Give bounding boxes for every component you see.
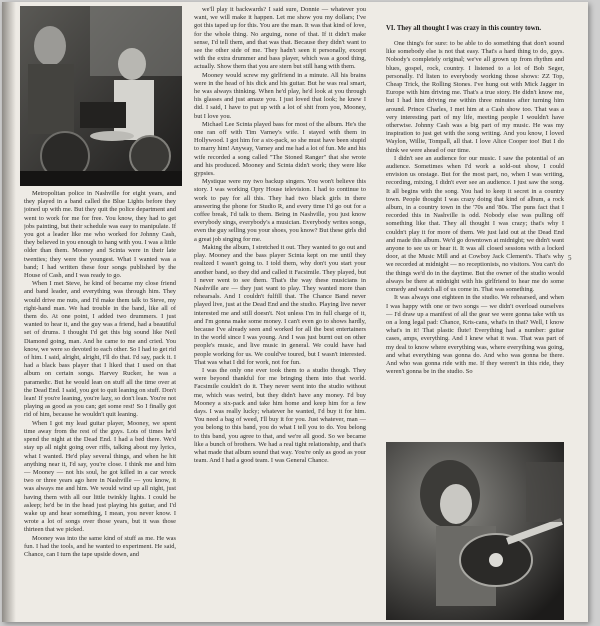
col1-paragraph: Metropolitan police in Nashville for eight years, and they played in a band called the Blue Lights before they joined up with me. But they quit the police department and went to work for me for free. You know, they had to get jobs painting, but their schedule was easy to manipulate. If you got a leader like me who worked for Johnny Cash, they believed in you enough to hang with you. I was a little older than them. Mooney and Scinta were in their late twenties; they were the youngest. What I wanted was a band; I had written these four songs published by the House of Cash, and I was ready to go.: [24, 190, 176, 280]
text-column-1: [24, 190, 176, 618]
guitarist-photo: [386, 442, 564, 620]
col3-paragraph: One thing's for sure: to be able to do something that don't sound like somebody else is not that easy. That's a hard thing to do, guys. Nobody's completely original; we've all grown up from rhythm and blues, gospel, rock, country. I listened to a lot of Bob Seger, personally. I'd listen to everybody working those shows: ZZ Top, Cheap Trick, the Rolling Stones. I've hung out with Mick Jagger in Europe with him driving me. That's a true story. He didn't know me, but I had him driving me within three minutes after turning him around. Prince Charles, I met him at a Cash show too. That was a very interesting part of my life, meeting people I wouldn't have otherwise. Johnny Cash was a big part of my music. He was my inspiration to just get with the song writing. And you know, I loved Waylon, Willie, Tompall, all that. I love Alice Cooper too! But I do think we were ahead of our time.: [386, 40, 564, 154]
section-heading: VI. They all thought I was crazy in this country town.: [386, 25, 542, 32]
text-column-3: [386, 40, 564, 440]
col3-paragraph: It was always one eighteen in the studio. We rehearsed, and when I was happy with one or two songs — we didn't overload ourselves — I'd draw up a manifest of all the gear we were gonna take with us on a long legal pad: Chance, Kris-cans, what's in that? Well, I know what's in it! That plastic flute! Everything had a number: guitar cases, amps, everything. And I knew what it was. That was part of my deal to know where everything was, where everything was going, and what everything was gonna do. And who was gonna be there. And who was gonna ride with me. If they weren't in this ride, they weren't gonna be in the studio. So: [386, 294, 564, 376]
book-page: [2, 2, 588, 622]
band-photo-left: [20, 6, 182, 186]
col2-paragraph: Mystique were my two backup singers. You won't believe this story. I was working Opry House television. I had to continue to work to pay for all this. They had two black girls in there answering the phone for Studio R, and every time I'd go out for a coffee break, I'd talk to them. Being in Nashville, you just know everybody sings, everybody's a musician. Everybody writes songs, even the guy selling you your shoes, you know? But these girls did a great job singing for me.: [194, 178, 366, 243]
col2-paragraph: we'll play it backwards? I said sure, Donnie — whatever you want, we will make it happen. Let me show you my dollars; I've got this taped up for this. You are the man. It was that kind of love, for the whole thing. No arguing, none of that. If it didn't make sense, I'd tell them, and that was that. Because they didn't want to see the other side of me. They hadn't seen it personally, except with the extra drummer and bass player, which was a good thing, actually. Show them that you are stern but still hang with them.: [194, 6, 366, 71]
col2-paragraph: I was the only one ever took them to a studio though. They were beyond thankful for me bringing them into that world. Facsimile couldn't do it. They never went into the studio without me, which was weird, but they didn't have any money. I'd buy Mooney a six-pack and take him home and keep him for a few days. I was really lucky; whatever he wanted, I'd buy it for him. You need a bag of weed, I'll buy it for you. Just whatever, man — you belong to this band, you do what I tell you to do. You belong to this band, you agree to that, and we're all good. So we became like a bunch of brothers. We had a real tight relationship, and that's what made that album sound that way. You're only as good as your team. And I had a good team. I was General Chance.: [194, 366, 366, 465]
col2-paragraph: Michael Lee Scinta played bass for most of the album. He's the one ran off with Tim Varney's wife. I stayed with them in Hollywood. I got him for a six-pack, so she must have been stupid to marry him! Anyway, Varney and me had a lot of fun. Me and his wife recorded a song called "The Stoned Ranger" that she wrote and his produced. Mooney and Scinta didn't work; they were like gypsies.: [194, 120, 366, 178]
band-photo-left-image: [20, 6, 182, 186]
text-column-2: [194, 6, 366, 592]
book-gutter: [2, 2, 16, 622]
col3-paragraph: I didn't see an audience for our music. I saw the potential of an audience. Sometimes when I'd work a sold-out show, I could envision us onstage. But for the most part, no, when I was writing, recording, mixing, I didn't ever see an audience. I just saw the song. It all begins with the song. You had to keep it secret in a country town. People thought I was crazy doing that kind of album, a rock album, in a country town in the '70s and '80s. The puns fact that I recorded this in Nashville is odd. Nobody else was pulling off something like that. They all thought I was crazy; that's why I couldn't play it for more of them. We just laid out at the Dead End and made this album. We'd go downtown at midnight; we didn't want anyone to see us or hear it. It was all closed sessions with a locked door, at the Music Mill and at Cowboy Jack Clement's. That's why we recorded at midnight — no receptionists, no visitors. You can't do the things we'd do in the daytime. But the owner of the studio would always be there at midnight with his girlfriend to hear me do some comedy and watch all of us come in. That was something.: [386, 154, 564, 294]
col1-paragraph: When I got my lead guitar player, Mooney, we spent time away from the rest of the guys. Lots of times he'd spend the night at the Dead End. I had a bed there. We'd stay up all night going over riffs, talking about my lyrics, what I wanted. He'd play several things, and when he hit anything near it, I'd say, you're close. I think me and him — Mooney — not his soul, he got killed in a car wreck two or three years ago here in Nashville — you know, it was always me and him. We would wind up all night, just having them with all our little twinkly lights. I could be asleep; he'd be in the head just playing his guitar, and I'd wake up and hear something, I mean, you never know. I wrote a lot of songs over those years, but it was those thirteen that we picked.: [24, 419, 176, 534]
guitarist-photo-image: [386, 442, 564, 620]
page-number: 5: [568, 254, 572, 262]
col1-paragraph: When I met Steve, he kind of became my close friend and band leader, and everything was through him. They would drive me nuts, and I'd make them talk to Steve, my right-hand man. We had trouble in the band, like all of them do. At one point, I added two drummers. I just wanted to hear it, and the guy was a friend, had a beautiful set of drums. I thought I'd get this big sound like Neil Diamond going, man. And he came to me and cried. You know, we were so devoted to each other. So I had to get rid of him. I said, alright, alright, I'll do that. I'd say, pack it. I had a black bass player that I liked that I used on that album on certain songs. Harvey Rucker, he was a paramedic. But he would lean on stuff all the time over at the Dead End. I said, you got to quit leaning on stuff. Don't lean! If you're leaning, you're lazy, so don't lean. You're not playing as good as you can; get some rest! So I finally got rid of him, because he wouldn't quit leaning.: [24, 280, 176, 419]
col2-paragraph: Making the album, I stretched it out. They wanted to go out and play. Mooney and the bass player Scinta kept on me until they realized I wasn't going to. I told them, why don't you start your another band, so they did and called it Facsimile. They played, but I never went to see them. That's the way these musicians in Nashville are — they just want to play. They wanted more than rehearsals. And I couldn't fulfill that. The Chance Band never played live, just at the Dead End and the studio. Playing live never interested me and still doesn't. Not unless I'm in full charge of it, and I'm gonna make some money. I can't even go to shows hardly, because I've already seen and worked for all the best entertainers in the world since I was young. And I was just burnt out on other people's music, and live music in general. We could have had people working for us. We could've toured, but I wasn't interested. That was what I did for work, not for fun.: [194, 243, 366, 366]
col1-paragraph: Mooney was into the same kind of stuff as me. He was fun. I had the tools, and he wanted to experiment. He said, Chance, can I turn the tape upside down, and: [24, 534, 176, 558]
col2-paragraph: Mooney would screw my girlfriend in a minute. All his brains were in the head of his dick and his guitar. But he was real smart, he was always thinking. When he'd play, he'd look at you through his glasses and just amaze you. I just loved that look; he knew I did. I said, I have to put up with a lot of shit from you, Mooney, but I love you.: [194, 71, 366, 120]
